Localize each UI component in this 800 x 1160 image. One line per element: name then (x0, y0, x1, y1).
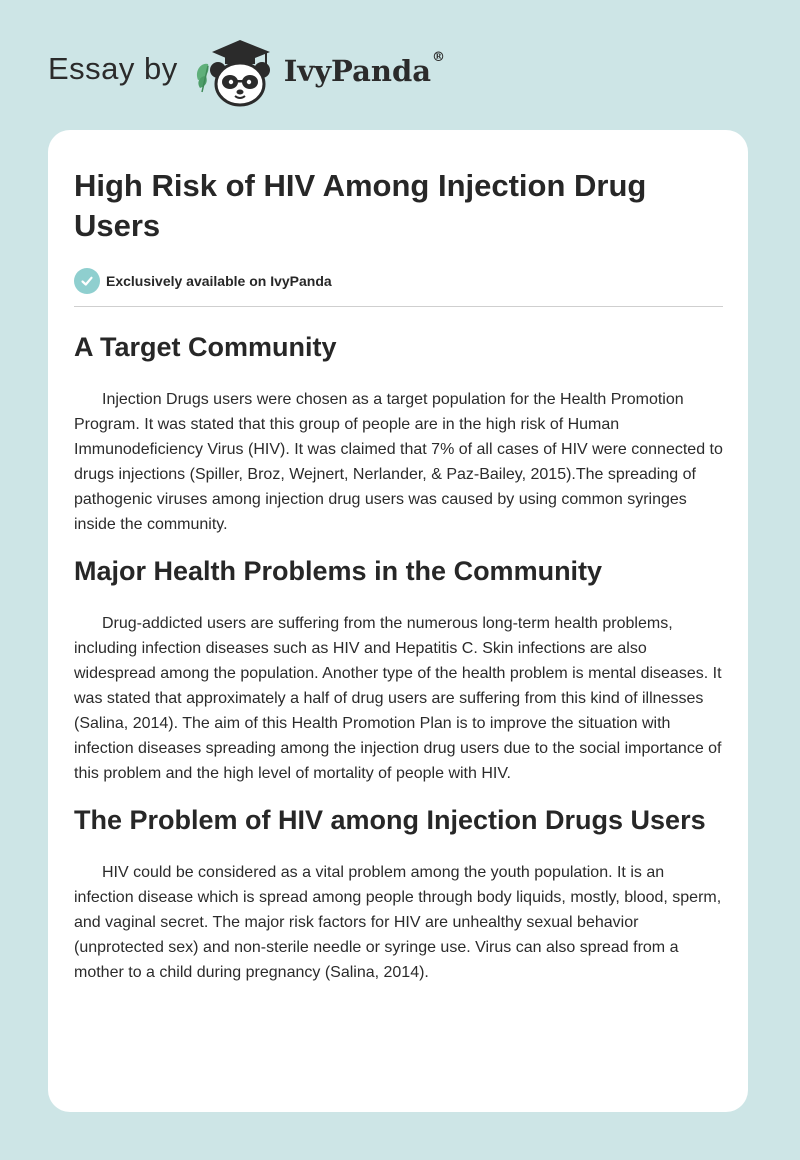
page-title: High Risk of HIV Among Injection Drug Users (74, 168, 647, 243)
check-circle-icon (74, 268, 100, 294)
panda-logo-icon[interactable] (192, 36, 282, 108)
essay-card (48, 130, 748, 1112)
brand-name[interactable]: IvyPanda® (283, 50, 446, 88)
essay-content (74, 166, 724, 985)
badge-label: Exclusively available on IvyPanda (106, 273, 332, 289)
section-paragraph: Injection Drugs users were chosen as a target population for the Health Promotion Program. It was stated that this group of people are in the high risk of Human Immunodeficiency Virus (HIV). It was claimed that 7% of all cases of HIV were connected to drugs injections (Spiller, Broz, Wejnert, Nerlander, & Paz-Bailey, 2015).The spreading of pathogenic viruses among injection drug users was caused by using common syringes inside the community. (74, 391, 723, 533)
trademark-symbol: ® (432, 50, 446, 65)
section-hiv-problem (74, 800, 724, 985)
section-paragraph: Drug-addicted users are suffering from the numerous long-term health problems, including infection diseases such as HIV and Hepatitis C. Skin infections are also widespread among the population. Another type of the health problem is mental diseases. It was stated that approximately a half of drug users are suffering from this kind of illnesses (Salina, 2014). The aim of this Health Promotion Plan is to improve the situation with infection diseases spreading among the injection drug users due to the social importance of this problem and the high level of mortality of people with HIV. (74, 615, 722, 782)
site-header (48, 36, 445, 108)
essay-by-label: Essay by (48, 51, 178, 86)
section-heading: The Problem of HIV among Injection Drugs Users (74, 805, 706, 835)
section-paragraph: HIV could be considered as a vital problem among the youth population. It is an infection disease which is spread among people through body liquids, mostly, blood, sperm, and vaginal secret. The major risk factors for HIV are unhealthy sexual behavior (unprotected sex) and non-sterile needle or syringe use. Virus can also spread from a mother to a child during pregnancy (Salina, 2014). (74, 864, 722, 981)
section-target-community (74, 327, 724, 537)
exclusive-badge (74, 268, 724, 294)
section-major-health-problems (74, 551, 724, 786)
section-heading: A Target Community (74, 332, 337, 362)
section-heading: Major Health Problems in the Community (74, 556, 603, 586)
divider (74, 306, 723, 307)
